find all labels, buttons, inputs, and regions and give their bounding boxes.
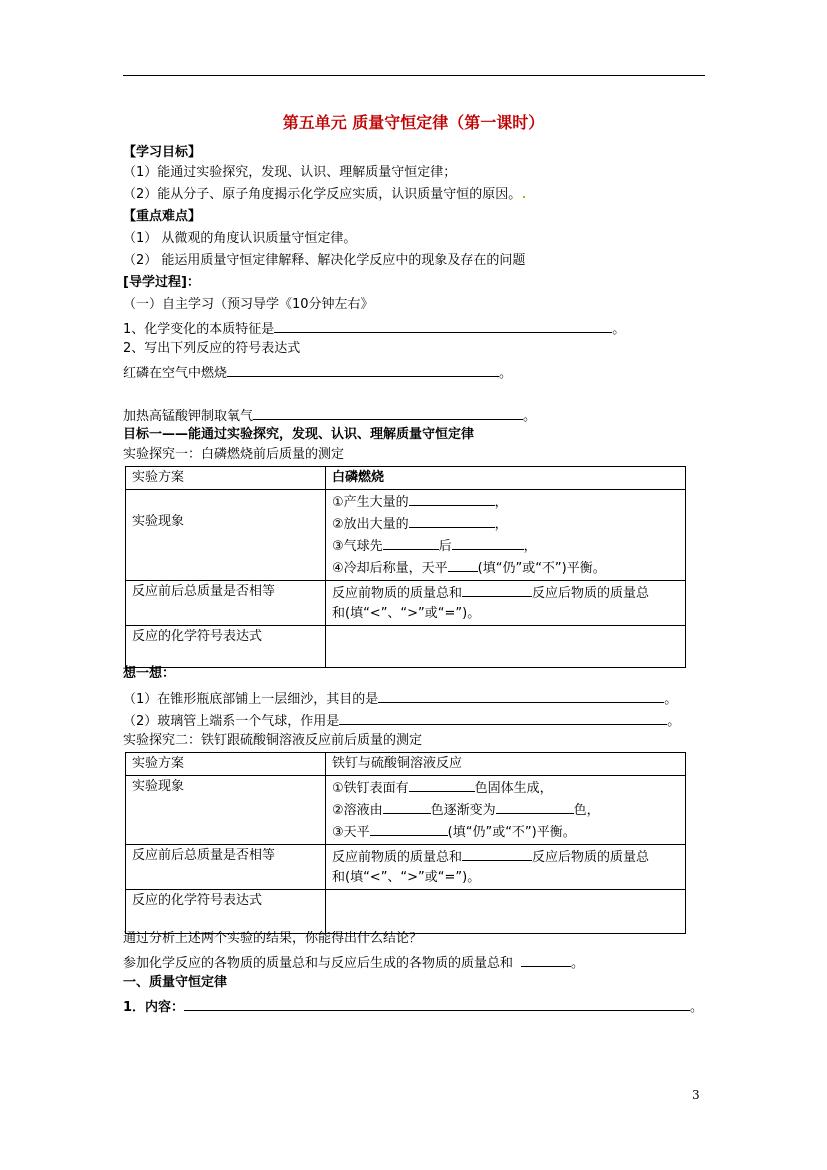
observation-text: ③天平: [332, 825, 370, 840]
observation-text: 色，: [573, 803, 600, 818]
answer-blank[interactable]: [383, 799, 431, 814]
mass-before-text: 反应前物质的质量总和: [332, 850, 463, 865]
page-number: 3: [692, 1088, 700, 1102]
table-header-cell: 铁钉与硫酸铜溶液反应: [326, 753, 686, 776]
question-2: 2、写出下列反应的符号表达式: [123, 341, 301, 356]
period: 。: [667, 714, 681, 729]
goals-heading: 【学习目标】: [123, 145, 202, 160]
conclusion-answer: [123, 952, 584, 973]
law-content-label: 1．内容：: [123, 1000, 185, 1015]
question-2b: [123, 405, 536, 426]
answer-blank[interactable]: [409, 513, 495, 528]
law-content: [123, 996, 703, 1017]
target-1: 目标一——能通过实验探究，发现、认识、理解质量守恒定律: [123, 427, 475, 442]
law-heading: 一、质量守恒定律: [123, 975, 228, 990]
key-point-2: （2） 能运用质量守恒定律解释、解决化学反应中的现象及存在的问题: [123, 253, 526, 268]
table-row: [126, 776, 686, 845]
goal-1: （1）能通过实验探究，发现、认识、理解质量守恒定律；: [123, 165, 457, 180]
think-question-2-text: （2）玻璃管上端系一个气球，作用是: [123, 714, 340, 729]
comma: ，: [494, 495, 508, 510]
row-label: 反应前后总质量是否相等: [126, 845, 326, 890]
answer-blank[interactable]: [462, 846, 532, 861]
table-row: [126, 581, 686, 626]
comma: ，: [523, 539, 537, 554]
row-label: 实验现象: [126, 776, 326, 845]
period: 。: [612, 322, 626, 337]
question-1: [123, 318, 625, 339]
equation-cell[interactable]: [326, 626, 686, 668]
observation-text: ①铁钉表面有: [332, 781, 409, 796]
mass-before-text: 反应前物质的质量总和: [332, 586, 463, 601]
period: 。: [571, 956, 585, 971]
question-2a: [123, 362, 512, 383]
question-1-text: 1、化学变化的本质特征是: [123, 322, 275, 337]
row-label: 反应的化学符号表达式: [126, 890, 326, 934]
period: 。: [499, 366, 513, 381]
goal-2-text: （2）能从分子、原子角度揭示化学反应实质，认识质量守恒的原因。: [123, 187, 522, 202]
answer-blank[interactable]: [409, 777, 475, 792]
row-label: 实验现象: [126, 490, 326, 581]
mass-compare-cell: [326, 845, 686, 890]
table-header-cell: 实验方案: [126, 467, 326, 490]
answer-blank[interactable]: [184, 996, 690, 1011]
observation-text: 色固体生成，: [474, 781, 553, 796]
mass-after-text: 反应后物质的质量总: [532, 850, 650, 865]
fill-hint: 和(填“<”、“>”或“=”)。: [332, 606, 481, 621]
table-row: [126, 753, 686, 776]
answer-blank[interactable]: [253, 405, 523, 420]
goal-2: [123, 186, 525, 204]
think-question-1: [123, 688, 677, 709]
think-heading: 想一想：: [123, 666, 176, 681]
observation-line: ③气球先: [332, 539, 383, 554]
period: 。: [690, 1000, 704, 1015]
observation-text: ②溶液由: [332, 803, 383, 818]
row-label: 反应的化学符号表达式: [126, 626, 326, 668]
table-header-cell: 实验方案: [126, 753, 326, 776]
conclusion-text: 参加化学反应的各物质的质量总和与反应后生成的各物质的质量总和: [123, 956, 514, 971]
answer-blank[interactable]: [521, 952, 571, 967]
observation-cell: [326, 490, 686, 581]
observation-line: ①产生大量的: [332, 495, 409, 510]
answer-blank[interactable]: [378, 688, 664, 703]
after-text: 后: [438, 539, 452, 554]
answer-blank[interactable]: [274, 318, 612, 333]
table-row: [126, 890, 686, 934]
row-label: 反应前后总质量是否相等: [126, 581, 326, 626]
experiment-1-title: 实验探究一：白磷燃烧前后质量的测定: [123, 447, 345, 462]
question-2a-text: 红磷在空气中燃烧: [123, 366, 228, 381]
table-row: [126, 467, 686, 490]
process-heading: [导学过程]：: [123, 275, 200, 290]
answer-blank[interactable]: [496, 799, 574, 814]
observation-cell: [326, 776, 686, 845]
table-row: [126, 626, 686, 668]
observation-line: ②放出大量的: [332, 517, 409, 532]
period: 。: [523, 409, 537, 424]
answer-blank[interactable]: [227, 362, 499, 377]
fill-hint: 和(填“<”、“>”或“=”)。: [332, 870, 481, 885]
answer-blank[interactable]: [383, 535, 439, 550]
mass-after-text: 反应后物质的质量总: [532, 586, 650, 601]
answer-blank[interactable]: [409, 491, 495, 506]
observation-line: ④冷却后称量，天平: [332, 561, 448, 576]
experiment-2-title: 实验探究二：铁钉跟硫酸铜溶液反应前后质量的测定: [123, 733, 423, 748]
fill-hint: (填“仍”或“不”)平衡。: [477, 561, 606, 576]
period: 。: [664, 692, 678, 707]
answer-blank[interactable]: [339, 710, 667, 725]
experiment-1-table: [125, 466, 686, 668]
page-title: 第五单元 质量守恒定律（第一课时）: [282, 113, 545, 132]
answer-blank[interactable]: [452, 535, 524, 550]
question-2b-text: 加热高锰酸钾制取氧气: [123, 409, 254, 424]
equation-cell[interactable]: [326, 890, 686, 934]
self-study-heading: （一）自主学习（预习导学《10分钟左右》: [123, 297, 374, 312]
key-point-1: （1） 从微观的角度认识质量守恒定律。: [123, 231, 357, 246]
table-header-cell: 白磷燃烧: [326, 467, 686, 490]
mass-compare-cell: [326, 581, 686, 626]
stray-dot: [523, 196, 525, 198]
answer-blank[interactable]: [462, 582, 532, 597]
think-question-1-text: （1）在锥形瓶底部铺上一层细沙，其目的是: [123, 692, 379, 707]
experiment-2-table: [125, 752, 686, 934]
table-row: [126, 490, 686, 581]
conclusion-question: 通过分析上述两个实验的结果，你能得出什么结论？: [123, 931, 423, 946]
answer-blank[interactable]: [448, 557, 478, 572]
table-row: [126, 845, 686, 890]
fill-hint: (填“仍”或“不”)平衡。: [447, 825, 576, 840]
answer-blank[interactable]: [370, 821, 448, 836]
header-rule: [123, 75, 705, 76]
key-heading: 【重点难点】: [123, 209, 202, 224]
observation-text: 色逐渐变为: [430, 803, 496, 818]
comma: ，: [494, 517, 508, 532]
think-question-2: [123, 710, 680, 731]
